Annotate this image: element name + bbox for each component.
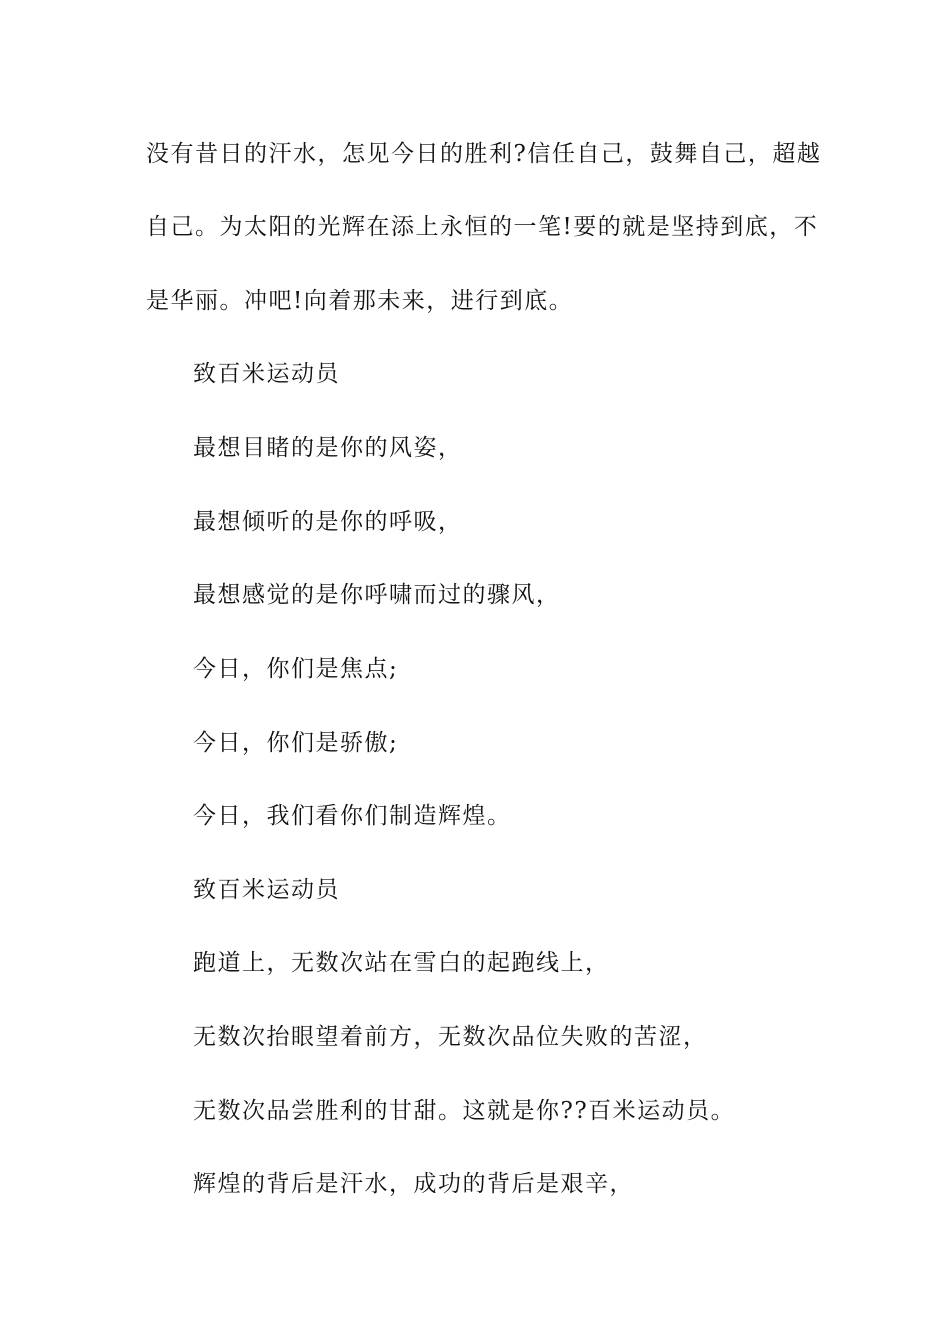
poem-title-1: 致百米运动员 xyxy=(193,361,340,387)
poem1-line-6: 今日，我们看你们制造辉煌。 xyxy=(193,803,512,829)
poem2-line-4: 辉煌的背后是汗水，成功的背后是艰辛， xyxy=(193,1171,634,1197)
paragraph-line-2: 自己。为太阳的光辉在添上永恒的一笔!要的就是坚持到底，不 xyxy=(146,214,819,240)
paragraph-line-1: 没有昔日的汗水，怎见今日的胜利?信任自己，鼓舞自己，超越 xyxy=(146,141,822,167)
poem1-line-4: 今日，你们是焦点; xyxy=(193,656,399,682)
poem2-line-3: 无数次品尝胜利的甘甜。这就是你??百米运动员。 xyxy=(193,1098,736,1124)
paragraph-line-3: 是华丽。冲吧!向着那未来，进行到底。 xyxy=(146,288,574,314)
poem2-line-2: 无数次抬眼望着前方，无数次品位失败的苦涩， xyxy=(193,1024,708,1050)
poem1-line-5: 今日，你们是骄傲; xyxy=(193,730,399,756)
poem-title-2: 致百米运动员 xyxy=(193,877,340,903)
poem1-line-3: 最想感觉的是你呼啸而过的骤风， xyxy=(193,582,561,608)
poem2-line-1: 跑道上，无数次站在雪白的起跑线上， xyxy=(193,950,610,976)
poem1-line-1: 最想目睹的是你的风姿， xyxy=(193,435,463,461)
poem1-line-2: 最想倾听的是你的呼吸， xyxy=(193,509,463,535)
